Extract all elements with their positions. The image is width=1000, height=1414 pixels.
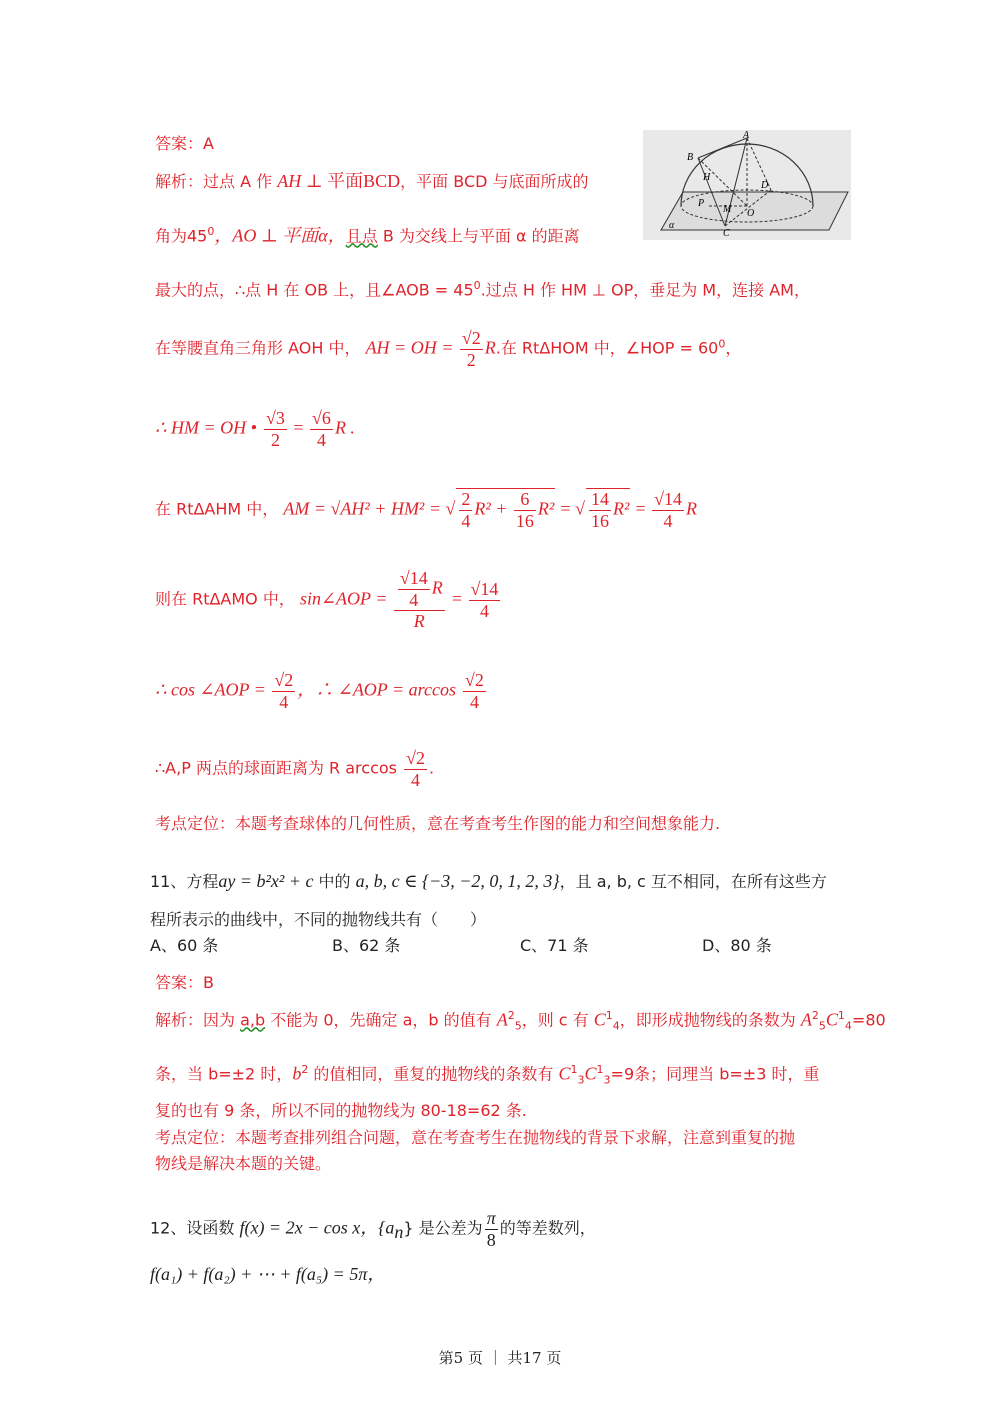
denominator: 8 xyxy=(486,1229,496,1250)
kaodian-text: 考点定位：本题考查排列组合问题，意在考查考生在抛物线的背景下求解，注意到重复的抛 xyxy=(155,1128,796,1147)
fraction xyxy=(310,408,333,450)
math: a, b, c ∈ {−3, −2, 0, 1, 2, 3} xyxy=(355,871,560,891)
text: B 为交线上与平面 α 的距离 xyxy=(377,226,580,246)
sub: 4 xyxy=(612,1019,620,1033)
svg-text:M: M xyxy=(723,204,732,215)
sup: 2 xyxy=(301,1063,309,1076)
denominator: 16 xyxy=(590,510,609,531)
svg-text:A: A xyxy=(743,130,750,141)
numerator: √14 xyxy=(654,489,682,509)
math: sin∠AOP = xyxy=(299,588,392,609)
numerator: 2 xyxy=(461,489,471,509)
math: A xyxy=(800,1009,812,1030)
text: ，即形成抛物线的条数为 xyxy=(619,1010,801,1030)
answer-text: 答案：B xyxy=(155,973,214,992)
text: . xyxy=(428,758,435,778)
denominator: 4 xyxy=(469,691,479,712)
question-11-line-2 xyxy=(150,912,486,928)
denominator: 2 xyxy=(270,429,280,450)
numerator: √3 xyxy=(266,408,285,428)
solution-10-line-7: 则在 RtΔAMO 中， sin∠AOP = $\frac{√14}{4}$ R R = $\frac{√14}{4}$ xyxy=(155,568,499,632)
sub: 5 xyxy=(514,1019,522,1033)
numerator: 14 xyxy=(590,489,609,509)
text: 解析：过点 A 作 xyxy=(155,172,278,191)
kaodian-text: 物线是解决本题的关键。 xyxy=(155,1154,332,1173)
compound-fraction: $\frac{√14}{4}$ R R xyxy=(394,568,445,632)
math: ay = b²x² + c xyxy=(218,871,314,891)
text: 在等腰直角三角形 AOH 中， xyxy=(155,338,361,358)
solution-11-line-3 xyxy=(155,1103,527,1119)
option-c xyxy=(520,938,589,954)
text: ，则 c 有 xyxy=(521,1010,594,1030)
math: ，{a xyxy=(360,1217,395,1238)
solution-10-line-4 xyxy=(155,328,741,370)
fraction xyxy=(404,748,427,790)
math: ∴ cos ∠AOP = xyxy=(155,679,271,700)
text: 条，当 b=±2 时， xyxy=(155,1064,293,1084)
text: 角为45 xyxy=(155,226,208,246)
answer-10-text: 答案：A xyxy=(155,134,214,153)
solution-10-line-9 xyxy=(155,748,434,790)
option-d xyxy=(702,938,772,954)
sub: 5 xyxy=(818,1019,826,1033)
denominator: 2 xyxy=(466,349,476,370)
denominator: 4 xyxy=(461,510,471,531)
math: C xyxy=(593,1009,606,1030)
numerator: √2 xyxy=(406,748,425,768)
denominator: 4 xyxy=(316,429,326,450)
answer-11 xyxy=(155,975,214,991)
text: 11、方程 xyxy=(150,872,219,891)
math: ，AO ⊥ 平面α， xyxy=(214,225,346,246)
option-text: A、60 条 xyxy=(150,936,219,955)
math: b xyxy=(292,1063,302,1084)
fraction xyxy=(272,670,295,712)
degree: 0 xyxy=(207,225,215,238)
option-text: B、62 条 xyxy=(332,936,401,955)
svg-text:C: C xyxy=(723,228,730,239)
text: ∴A,P 两点的球面距离为 R arccos xyxy=(155,758,397,778)
kaodian-11-line-2 xyxy=(155,1156,331,1172)
text: 解析：因为 xyxy=(155,1010,241,1030)
svg-text:P: P xyxy=(698,198,705,209)
text: 的值相同，重复的抛物线的条数有 xyxy=(308,1064,559,1084)
fraction xyxy=(469,579,501,621)
text: ，且 a, b, c 互不相同，在所有这些方 xyxy=(559,872,827,891)
denominator: 4 xyxy=(479,600,489,621)
fraction xyxy=(485,1208,498,1250)
option-text: D、80 条 xyxy=(702,936,772,955)
kaodian-10 xyxy=(155,816,720,832)
option-text: C、71 条 xyxy=(520,936,589,955)
answer-10 xyxy=(155,136,214,152)
fraction xyxy=(459,489,472,531)
svg-text:H: H xyxy=(703,172,711,183)
question-11-line-1 xyxy=(150,872,827,890)
text: =80 xyxy=(851,1010,886,1030)
sup: 1 xyxy=(837,1009,845,1022)
degree: 0 xyxy=(718,337,726,351)
svg-text:α: α xyxy=(669,220,675,231)
text: 12、设函数 xyxy=(150,1218,240,1238)
fraction xyxy=(398,568,430,610)
fraction xyxy=(463,670,486,712)
denominator: R xyxy=(413,611,425,632)
wavy-text: a,b xyxy=(240,1010,266,1030)
math: ，∴ ∠AOP = arccos xyxy=(297,679,456,700)
denominator: 4 xyxy=(411,769,421,790)
kaodian-11-line-1 xyxy=(155,1130,795,1146)
numerator: √14 xyxy=(470,578,499,599)
question-12-line-1 xyxy=(150,1208,596,1250)
text: 不能为 0，先确定 a，b 的值有 xyxy=(265,1010,497,1030)
text: .过点 H 作 HM ⊥ OP，垂足为 M，连接 AM， xyxy=(480,280,810,300)
math: C xyxy=(825,1009,838,1030)
text: ， xyxy=(725,338,742,358)
text: 的等差数列， xyxy=(499,1218,596,1238)
numerator: √2 xyxy=(465,670,484,690)
question-12-line-2 xyxy=(150,1265,385,1283)
solution-11-line-1 xyxy=(155,1010,886,1032)
math: 平面BCD xyxy=(327,171,401,191)
sub: 4 xyxy=(844,1019,852,1033)
page-footer xyxy=(0,1347,1000,1368)
math: R xyxy=(484,337,496,358)
solution-10-line-2 xyxy=(155,226,580,244)
text: 则在 RtΔAMO 中， xyxy=(155,589,295,609)
sup: 2 xyxy=(811,1009,819,1022)
numerator: 6 xyxy=(514,489,536,511)
fraction xyxy=(589,489,611,531)
math: AM = √AH² + HM² = xyxy=(283,498,446,519)
option-b xyxy=(332,938,400,954)
fraction xyxy=(264,408,287,450)
math: ∴ HM = OH • xyxy=(155,417,257,438)
math: R . xyxy=(334,417,355,438)
text: .在 RtΔHOM 中，∠HOP = 60 xyxy=(495,338,719,358)
text: 复的也有 9 条，所以不同的抛物线为 80-18=62 条. xyxy=(155,1101,527,1120)
denominator: 4 xyxy=(663,510,673,531)
sup: 2 xyxy=(507,1009,515,1022)
sub: n xyxy=(394,1221,404,1242)
svg-text:B: B xyxy=(687,152,694,163)
text: 中的 xyxy=(313,872,356,891)
solution-11-line-2: 条，当 b=±2 时，$b^2$ 的值相同，重复的抛物线的条数有 $C^1_3C^1_3=9$条；同理当 b=±3 时，重 xyxy=(155,1063,820,1087)
text: } 是公差为 xyxy=(403,1218,483,1238)
option-a xyxy=(150,938,218,954)
hemisphere-figure xyxy=(643,130,851,240)
text: ，平面 BCD 与底面所成的 xyxy=(400,172,589,191)
svg-text:D: D xyxy=(761,180,769,191)
solution-10-line-3 xyxy=(155,280,810,298)
math: f(x) = 2x − cos x xyxy=(239,1217,361,1238)
numerator: √2 xyxy=(274,670,294,690)
kaodian-text: 考点定位：本题考查球体的几何性质，意在考查考生作图的能力和空间想象能力. xyxy=(155,814,721,833)
text: =9条；同理当 b=±3 时，重 xyxy=(610,1064,820,1084)
numerator: √6 xyxy=(312,408,331,428)
solution-10-line-1 xyxy=(155,172,589,190)
fraction xyxy=(652,489,684,531)
text: 在 RtΔAHM 中， xyxy=(155,499,279,519)
page-number: 第5 页 ｜ 共17 页 xyxy=(438,1349,562,1367)
text: 程所表示的曲线中，不同的抛物线共有（ ） xyxy=(150,910,487,929)
numerator: √2 xyxy=(461,328,481,348)
degree: 0 xyxy=(473,279,481,292)
math: AH ⊥ xyxy=(277,171,328,191)
denominator: 4 xyxy=(279,691,289,712)
denominator: 4 xyxy=(409,589,419,610)
denominator: 16 xyxy=(515,510,534,531)
wavy-text: 且点 xyxy=(345,226,378,246)
svg-text:O: O xyxy=(747,208,755,219)
solution-10-line-6: 在 RtΔAHM 中， AM = √AH² + HM² = √ $\frac{2}{4}$ R² + $\frac{6}{16}$ R² = √ $\frac{14}{16}$ R² = $\frac{√14}{4}$ R xyxy=(155,489,697,531)
text: 最大的点，∴点 H 在 OB 上，且∠AOB = 45 xyxy=(155,280,474,300)
math: AH = OH = xyxy=(365,337,458,358)
numerator: π xyxy=(486,1208,496,1228)
math: = xyxy=(288,417,309,438)
fraction xyxy=(460,328,483,370)
numerator: √14 xyxy=(399,568,428,588)
fraction xyxy=(514,489,536,531)
math: A xyxy=(496,1009,508,1030)
sup: 1 xyxy=(605,1009,613,1022)
solution-10-line-8 xyxy=(155,670,488,712)
solution-10-line-5 xyxy=(155,408,355,450)
math: f(a₁) + f(a₂) + ⋯ + f(a₅) = 5π， xyxy=(150,1264,386,1284)
